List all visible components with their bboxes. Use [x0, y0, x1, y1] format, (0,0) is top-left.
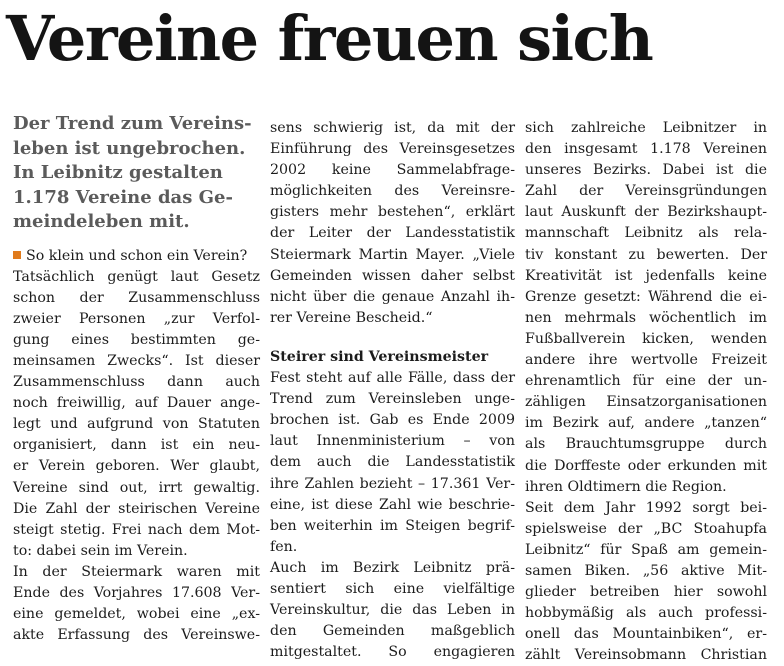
- text-line: ben weiterhin im Steigen begrif-: [270, 517, 515, 534]
- text-line: steigt stetig. Frei nach dem Mot-: [13, 521, 260, 538]
- text-line: Tatsächlich genügt laut Gesetz: [13, 268, 260, 285]
- text-line: akte Erfassung des Vereinswe-: [13, 627, 260, 644]
- text-line: im Bezirk auf, andere „tanzen“: [525, 415, 767, 432]
- text-line: Einführung des Vereinsgesetzes: [270, 141, 515, 158]
- text-line: Gemeinden wissen daher selbst: [270, 267, 515, 284]
- text-line: mannschaft Leibnitz als rela-: [525, 225, 767, 242]
- body-text-col2-b: [270, 368, 515, 663]
- text-line: ihre Zahlen bezieht – 17.361 Ver-: [270, 475, 515, 492]
- text-line: Seit dem Jahr 1992 sorgt bei-: [525, 499, 767, 516]
- text-line: samen Biken. „56 aktive Mit-: [525, 562, 767, 579]
- text-line: nen mehrmals wöchentlich im: [525, 309, 767, 326]
- text-line: zähligen Einsatzorganisationen: [525, 394, 767, 411]
- body-text-col1: [13, 246, 260, 647]
- text-line: rer Vereine Bescheid.“: [270, 309, 433, 326]
- text-line: eine, ist diese Zahl wie beschrie-: [270, 496, 515, 513]
- text-line: sens schwierig ist, da mit der: [270, 120, 515, 136]
- text-line: zählt Vereinsobmann Christian: [525, 647, 767, 664]
- text-line: die Dorffeste oder erkunden mit: [525, 457, 767, 474]
- text-line: meinsamen Zwecks“. Ist dieser: [13, 352, 260, 369]
- text-line: hobbymäßig als auch professi-: [525, 605, 767, 622]
- lead-line: leben ist ungebrochen.: [13, 137, 246, 159]
- text-line: legt und aufgrund von Statuten: [13, 416, 260, 433]
- text-line: gisters mehr bestehen“, erklärt: [270, 204, 515, 221]
- text-line: noch freiwillig, auf Dauer ange-: [13, 395, 260, 412]
- text-line: tiv konstant zu bewerten. Der: [525, 246, 767, 263]
- text-line: Steiermark Martin Mayer. „Viele: [270, 246, 515, 263]
- text-line: Fußballverein kicken, wenden: [525, 330, 767, 347]
- text-line: Grenze gesetzt: Während die ei-: [525, 288, 767, 305]
- text-line: nicht über die genaue Anzahl ih-: [270, 288, 515, 305]
- text-line: andere ihre wertvolle Freizeit: [525, 352, 767, 369]
- lead-line: In Leibnitz gestalten: [13, 162, 223, 183]
- text-line: als Brauchtumsgruppe durch: [525, 436, 767, 453]
- text-line: organisiert, dann ist ein neu-: [13, 437, 260, 454]
- text-line: mitgestaltet. So engagieren: [270, 644, 515, 661]
- column-3: [525, 118, 767, 664]
- column-1: [13, 112, 260, 650]
- text-line: er Verein geboren. Wer glaubt,: [13, 458, 260, 475]
- text-line: ehrenamtlich für eine der un-: [525, 373, 767, 390]
- text-line: Zusammenschluss dann auch: [13, 374, 260, 391]
- text-line: schon der Zusammenschluss: [13, 289, 260, 306]
- lead-line: Der Trend zum Vereins-: [13, 113, 252, 134]
- lead-line: meindeleben mit.: [13, 211, 190, 232]
- text-line: So klein und schon ein Verein?: [13, 246, 260, 267]
- text-line: laut Innenministerium – von: [270, 433, 515, 450]
- column-2: [270, 118, 515, 661]
- section-subheading: Steirer sind Vereinsmeister: [270, 348, 489, 365]
- text-line: der Leiter der Landesstatistik: [270, 225, 515, 242]
- text-line: Kreativität ist jedenfalls keine: [525, 267, 767, 284]
- text-line: Zahl der Vereinsgründungen: [525, 183, 767, 200]
- article-lead: [13, 112, 260, 235]
- text-line: sentiert sich eine vielfältige: [270, 580, 515, 597]
- body-text-col2-a: [270, 118, 515, 329]
- text-line: möglichkeiten des Vereinsre-: [270, 183, 515, 200]
- text-line: gung eines bestimmten ge-: [13, 331, 260, 348]
- text-line: onell das Mountainbiken“, er-: [525, 626, 767, 643]
- text-line: Vereine sind out, irrt gewaltig.: [13, 479, 260, 496]
- article-headline: Vereine freuen sich: [6, 2, 653, 75]
- text-line: In der Steiermark waren mit: [13, 563, 260, 580]
- orange-square-bullet-icon: [13, 251, 21, 259]
- text-line: Fest steht auf alle Fälle, dass der: [270, 370, 515, 387]
- text-line: fen.: [270, 538, 298, 555]
- text-line: den Gemeinden maßgeblich: [270, 623, 515, 640]
- text-line: brochen ist. Gab es Ende 2009: [270, 412, 515, 429]
- text-line: Trend zum Vereinsleben unge-: [270, 391, 515, 408]
- text-line: Vereinskultur, die das Leben in: [270, 602, 515, 619]
- text-line: zweier Personen „zur Verfol-: [13, 310, 260, 327]
- text-line: Auch im Bezirk Leibnitz prä-: [270, 559, 515, 576]
- text-line: glieder betreiben hier sowohl: [525, 584, 767, 601]
- body-text-col3: [525, 118, 767, 666]
- text-line: Leibnitz“ für Spaß am gemein-: [525, 541, 767, 558]
- text-line: Ende des Vorjahres 17.608 Ver-: [13, 585, 260, 601]
- text-line: ihren Oldtimern die Region.: [525, 478, 727, 495]
- text-line: 2002 keine Sammelabfrage-: [270, 162, 515, 179]
- text-line: spielsweise der „BC Stoahupfa: [525, 520, 767, 537]
- text-line: Die Zahl der steirischen Vereine: [13, 500, 260, 517]
- text-line: den insgesamt 1.178 Vereinen: [525, 141, 767, 158]
- text-line: eine gemeldet, wobei eine „ex-: [13, 606, 260, 623]
- text-line: to: dabei sein im Verein.: [13, 542, 188, 559]
- text-line: sich zahlreiche Leibnitzer in: [525, 120, 767, 136]
- lead-line: 1.178 Vereine das Ge-: [13, 186, 233, 208]
- text-line: dem auch die Landesstatistik: [270, 454, 515, 471]
- text-line: unseres Bezirks. Dabei ist die: [525, 162, 767, 179]
- text-line: laut Auskunft der Bezirkshaupt-: [525, 204, 767, 221]
